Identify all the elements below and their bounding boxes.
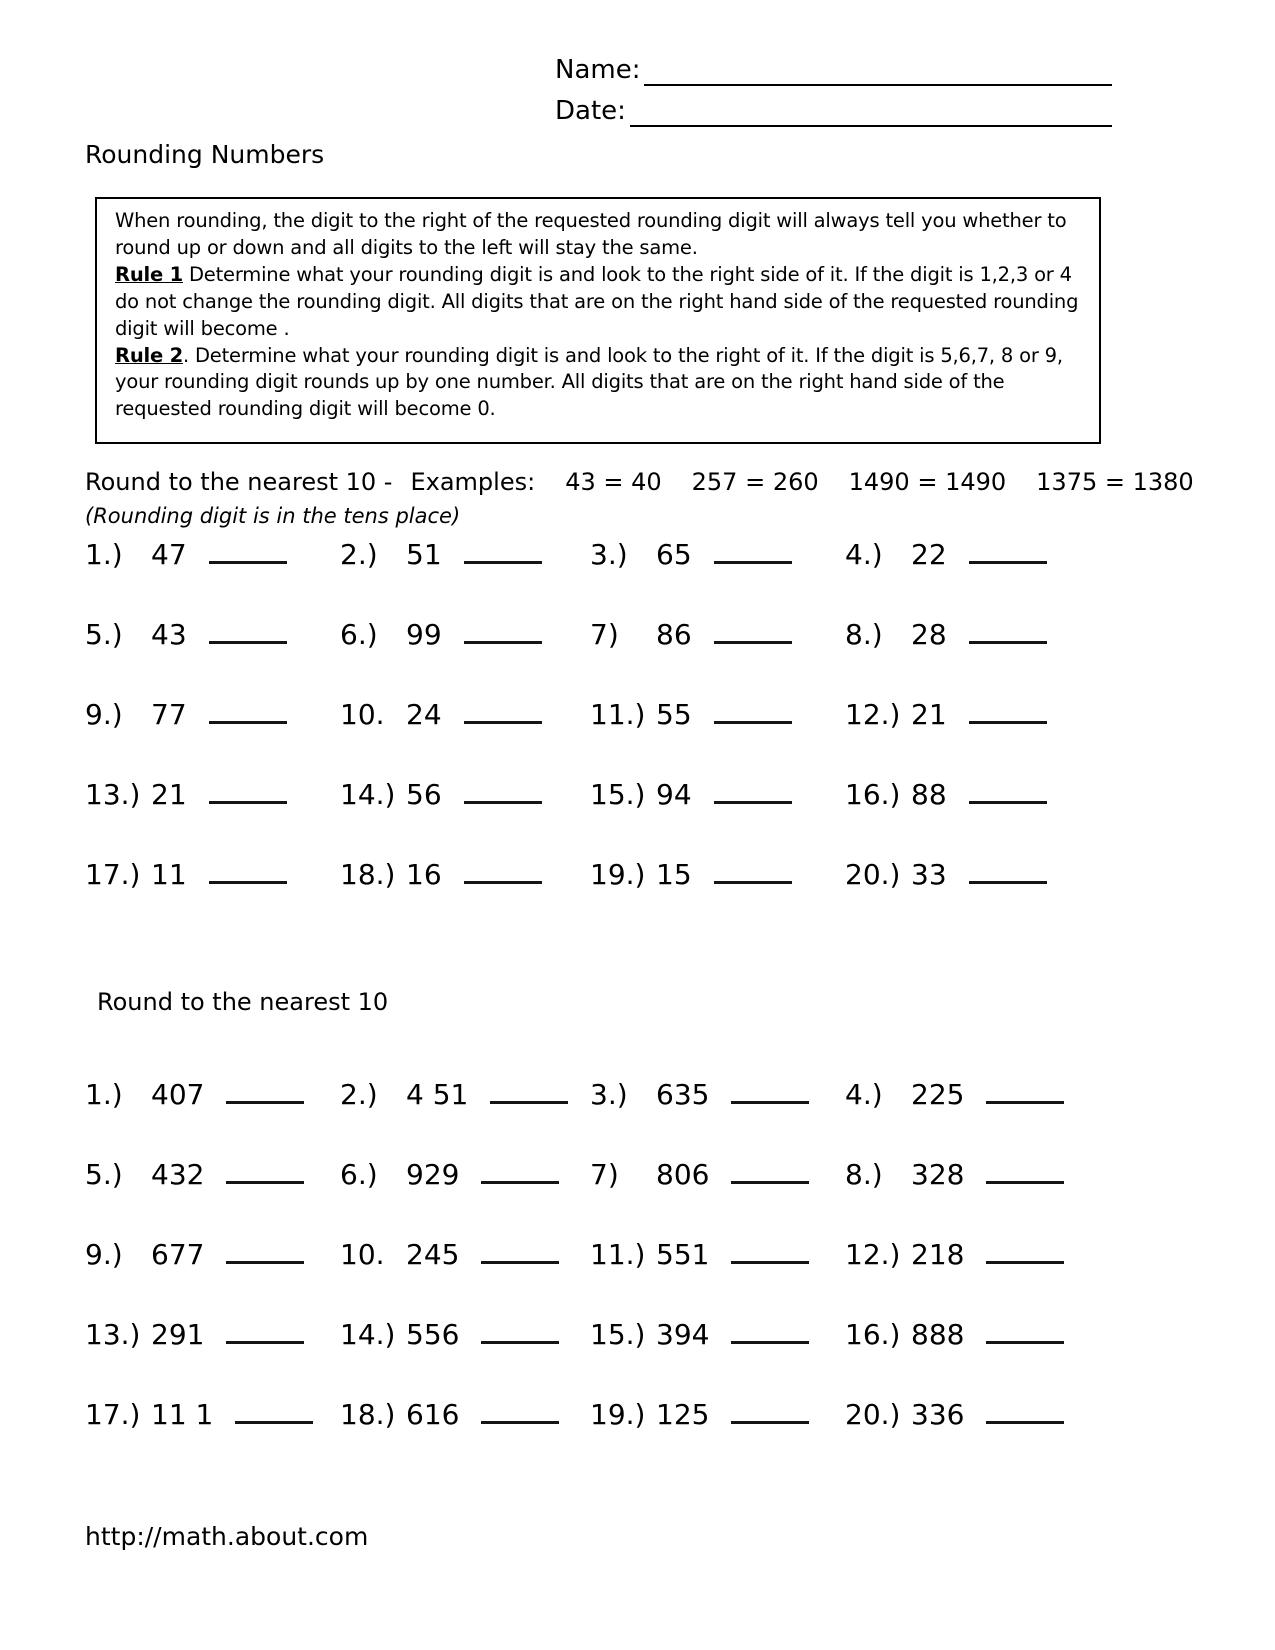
section2-heading: Round to the nearest 10 — [97, 988, 389, 1016]
answer-blank[interactable] — [714, 777, 792, 804]
answer-blank[interactable] — [226, 1077, 304, 1104]
problem-number: 12.) — [845, 698, 901, 731]
answer-blank[interactable] — [209, 537, 287, 564]
problem-value: 21 — [151, 778, 187, 811]
problem-value: 616 — [406, 1398, 460, 1431]
name-label: Name: — [555, 54, 641, 85]
problem-item — [85, 857, 340, 937]
problem-number: 2.) — [340, 538, 378, 571]
examples-label: Examples: — [410, 468, 536, 496]
problem-value: 86 — [656, 618, 692, 651]
answer-blank[interactable] — [969, 617, 1047, 644]
problem-value: 28 — [911, 618, 947, 651]
answer-blank[interactable] — [714, 857, 792, 884]
problem-number: 18.) — [340, 1398, 396, 1431]
answer-blank[interactable] — [969, 857, 1047, 884]
problem-item — [590, 1397, 845, 1477]
problem-value: 99 — [406, 618, 442, 651]
problem-value: 88 — [911, 778, 947, 811]
answer-blank[interactable] — [481, 1397, 559, 1424]
problem-number: 7) — [590, 618, 619, 651]
example-item: 1490 = 1490 — [848, 468, 1007, 496]
problem-number: 12.) — [845, 1238, 901, 1271]
answer-blank[interactable] — [731, 1317, 809, 1344]
problem-value: 551 — [656, 1238, 710, 1271]
answer-blank[interactable] — [986, 1237, 1064, 1264]
problem-item — [85, 1077, 340, 1157]
problem-value: 16 — [406, 858, 442, 891]
example-item: 43 = 40 — [565, 468, 662, 496]
problem-item — [340, 1157, 590, 1237]
problem-number: 9.) — [85, 1238, 123, 1271]
problem-value: 65 — [656, 538, 692, 571]
problem-value: 218 — [911, 1238, 965, 1271]
problem-value: 43 — [151, 618, 187, 651]
problem-item — [340, 777, 590, 857]
example-item: 1375 = 1380 — [1036, 468, 1194, 496]
problem-number: 20.) — [845, 1398, 901, 1431]
problem-value: 336 — [911, 1398, 965, 1431]
problem-item — [340, 1397, 590, 1477]
problem-item — [590, 1157, 845, 1237]
answer-blank[interactable] — [226, 1157, 304, 1184]
problem-item — [845, 1317, 1145, 1397]
problem-number: 9.) — [85, 698, 123, 731]
answer-blank[interactable] — [731, 1077, 809, 1104]
date-label: Date: — [555, 95, 626, 126]
problem-value: 15 — [656, 858, 692, 891]
answer-blank[interactable] — [986, 1157, 1064, 1184]
problem-item — [590, 617, 845, 697]
problem-item — [845, 1077, 1145, 1157]
problem-number: 4.) — [845, 1078, 883, 1111]
answer-blank[interactable] — [209, 857, 287, 884]
problem-number: 8.) — [845, 1158, 883, 1191]
problem-item — [590, 777, 845, 857]
problem-item — [590, 537, 845, 617]
problem-number: 17.) — [85, 858, 141, 891]
rules-intro: When rounding, the digit to the right of the requested rounding digit will always tell you whether to round up or down and all digits to the left will stay the same. — [115, 209, 1067, 259]
problem-value: 635 — [656, 1078, 710, 1111]
rules-box — [95, 197, 1101, 444]
problem-value: 47 — [151, 538, 187, 571]
problem-value: 929 — [406, 1158, 460, 1191]
problem-item — [340, 857, 590, 937]
problem-item — [845, 537, 1145, 617]
section1-heading-row — [85, 468, 1194, 496]
rule-2 — [115, 343, 1083, 424]
problem-item — [845, 1237, 1145, 1317]
rule-1-label: Rule 1 — [115, 262, 183, 286]
answer-blank[interactable] — [481, 1317, 559, 1344]
answer-blank[interactable] — [969, 537, 1047, 564]
problem-value: 394 — [656, 1318, 710, 1351]
answer-blank[interactable] — [986, 1077, 1064, 1104]
problem-number: 15.) — [590, 1318, 646, 1351]
problem-value: 22 — [911, 538, 947, 571]
answer-blank[interactable] — [464, 617, 542, 644]
problem-number: 18.) — [340, 858, 396, 891]
footer-url: http://math.about.com — [85, 1522, 369, 1551]
problem-item — [590, 857, 845, 937]
problem-number: 13.) — [85, 778, 141, 811]
problem-value: 225 — [911, 1078, 965, 1111]
problem-value: 51 — [406, 538, 442, 571]
answer-blank[interactable] — [464, 857, 542, 884]
problem-value: 556 — [406, 1318, 460, 1351]
problem-item — [845, 777, 1145, 857]
answer-blank[interactable] — [490, 1077, 568, 1104]
problem-value: 55 — [656, 698, 692, 731]
answer-blank[interactable] — [209, 697, 287, 724]
problem-item — [85, 1157, 340, 1237]
header-fields — [555, 52, 1112, 134]
problem-value: 4 51 — [406, 1078, 469, 1111]
problem-number: 17.) — [85, 1398, 141, 1431]
problem-number: 16.) — [845, 778, 901, 811]
problem-value: 677 — [151, 1238, 205, 1271]
problem-number: 3.) — [590, 1078, 628, 1111]
page-title: Rounding Numbers — [85, 140, 325, 169]
problem-item — [85, 617, 340, 697]
problem-item — [85, 1397, 340, 1477]
problem-value: 432 — [151, 1158, 205, 1191]
problem-value: 888 — [911, 1318, 965, 1351]
answer-blank[interactable] — [226, 1317, 304, 1344]
problem-item — [845, 697, 1145, 777]
problems-grid-section2 — [85, 1077, 1145, 1477]
problem-number: 6.) — [340, 618, 378, 651]
answer-blank[interactable] — [464, 537, 542, 564]
problem-item — [85, 697, 340, 777]
problem-number: 10. — [340, 1238, 385, 1271]
date-field-row — [555, 93, 1112, 127]
problems-grid-section1 — [85, 537, 1145, 937]
problem-item — [340, 617, 590, 697]
problem-item — [590, 1237, 845, 1317]
problem-number: 19.) — [590, 1398, 646, 1431]
rule-2-label: Rule 2 — [115, 343, 183, 367]
rule-1 — [115, 262, 1083, 343]
problem-value: 11 1 — [151, 1398, 214, 1431]
answer-blank[interactable] — [481, 1237, 559, 1264]
name-field-row — [555, 52, 1112, 86]
answer-blank[interactable] — [714, 617, 792, 644]
problem-number: 3.) — [590, 538, 628, 571]
answer-blank[interactable] — [714, 697, 792, 724]
problem-item — [340, 537, 590, 617]
problem-number: 1.) — [85, 1078, 123, 1111]
problem-item — [85, 1317, 340, 1397]
problem-item — [85, 777, 340, 857]
answer-blank[interactable] — [986, 1397, 1064, 1424]
problem-value: 125 — [656, 1398, 710, 1431]
problem-number: 6.) — [340, 1158, 378, 1191]
answer-blank[interactable] — [731, 1397, 809, 1424]
problem-value: 24 — [406, 698, 442, 731]
answer-blank[interactable] — [226, 1237, 304, 1264]
section1-subheading: (Rounding digit is in the tens place) — [85, 504, 461, 528]
answer-blank[interactable] — [464, 697, 542, 724]
problem-number: 8.) — [845, 618, 883, 651]
problem-value: 77 — [151, 698, 187, 731]
answer-blank[interactable] — [731, 1237, 809, 1264]
problem-value: 21 — [911, 698, 947, 731]
problem-item — [85, 537, 340, 617]
section1-heading: Round to the nearest 10 - — [85, 468, 393, 496]
problem-value: 328 — [911, 1158, 965, 1191]
problem-number: 11.) — [590, 1238, 646, 1271]
answer-blank[interactable] — [969, 697, 1047, 724]
problem-item — [845, 1157, 1145, 1237]
problem-value: 94 — [656, 778, 692, 811]
problem-item — [340, 697, 590, 777]
problem-number: 15.) — [590, 778, 646, 811]
problem-number: 19.) — [590, 858, 646, 891]
problem-item — [340, 1317, 590, 1397]
answer-blank[interactable] — [731, 1157, 809, 1184]
answer-blank[interactable] — [209, 617, 287, 644]
answer-blank[interactable] — [481, 1157, 559, 1184]
problem-number: 2.) — [340, 1078, 378, 1111]
answer-blank[interactable] — [714, 537, 792, 564]
problem-item — [340, 1237, 590, 1317]
problem-value: 56 — [406, 778, 442, 811]
rule-1-text: Determine what your rounding digit is and look to the right side of it. If the digit is 1,2,3 or 4 do not change the rounding digit. All digits that are on the right hand side of the requested rounding digit will become . — [115, 262, 1079, 340]
problem-value: 245 — [406, 1238, 460, 1271]
problem-item — [590, 1077, 845, 1157]
problem-number: 20.) — [845, 858, 901, 891]
answer-blank[interactable] — [235, 1397, 313, 1424]
example-item: 257 = 260 — [691, 468, 819, 496]
problem-value: 291 — [151, 1318, 205, 1351]
problem-value: 11 — [151, 858, 187, 891]
problem-number: 10. — [340, 698, 385, 731]
problem-number: 16.) — [845, 1318, 901, 1351]
answer-blank[interactable] — [969, 777, 1047, 804]
problem-value: 33 — [911, 858, 947, 891]
problem-number: 11.) — [590, 698, 646, 731]
problem-number: 4.) — [845, 538, 883, 571]
problem-item — [340, 1077, 590, 1157]
answer-blank[interactable] — [986, 1317, 1064, 1344]
date-input-line[interactable] — [630, 93, 1112, 127]
problem-number: 5.) — [85, 618, 123, 651]
problem-number: 13.) — [85, 1318, 141, 1351]
name-input-line[interactable] — [644, 52, 1112, 86]
problem-item — [845, 617, 1145, 697]
problem-item — [845, 857, 1145, 937]
problem-number: 7) — [590, 1158, 619, 1191]
rule-2-text: . Determine what your rounding digit is and look to the right of it. If the digit is 5,6,7, 8 or 9, your rounding digit rounds up by one number. All digits that are on the right hand side of the requested rounding digit will become 0. — [115, 343, 1063, 421]
problem-item — [845, 1397, 1145, 1477]
problem-value: 407 — [151, 1078, 205, 1111]
answer-blank[interactable] — [464, 777, 542, 804]
problem-item — [85, 1237, 340, 1317]
problem-number: 1.) — [85, 538, 123, 571]
answer-blank[interactable] — [209, 777, 287, 804]
problem-number: 14.) — [340, 778, 396, 811]
problem-number: 5.) — [85, 1158, 123, 1191]
problem-value: 806 — [656, 1158, 710, 1191]
problem-item — [590, 1317, 845, 1397]
problem-number: 14.) — [340, 1318, 396, 1351]
problem-item — [590, 697, 845, 777]
